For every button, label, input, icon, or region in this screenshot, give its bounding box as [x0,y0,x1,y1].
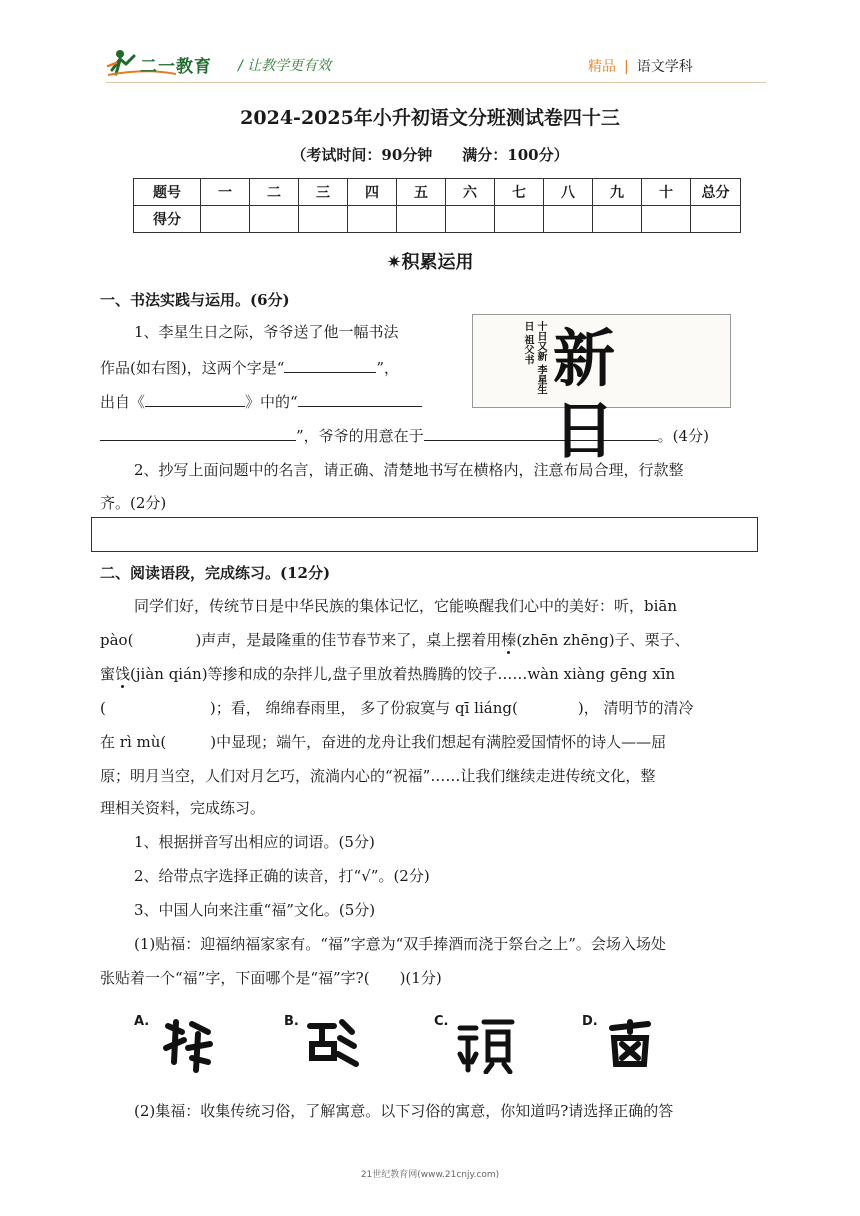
header-separator: | [624,59,629,75]
table-cell: 得分 [134,206,201,233]
score-input-cell[interactable] [642,206,691,233]
q2-text: )声声，是最隆重的佳节春节来了，桌上摆着用 [195,631,502,649]
table-cell: 五 [397,179,446,206]
option-label: B. [284,1014,299,1029]
option-label: A. [134,1014,150,1029]
ancient-fu-glyph-a [158,1014,218,1074]
table-cell: 三 [299,179,348,206]
q1-text: 作品(如右图)，这两个字是“ [100,359,285,377]
dotted-char: 榛 [501,631,517,649]
logo-text: 二一教育 [140,57,212,77]
dotted-char: 饯 [115,665,131,683]
q1-text: ”，爷爷的用意在于 [296,427,424,445]
score-input-cell[interactable] [299,206,348,233]
answer-blank[interactable] [100,426,296,441]
q2-line [100,732,666,752]
q1-text: 。(4分) [657,427,709,445]
option-a[interactable] [134,1010,149,1029]
q2-subquestion: 3、中国人向来注重“福”文化。(5分) [134,901,376,919]
q1-line: 1、李星生日之际，爷爷送了他一幅书法 [134,323,399,341]
brand-label: 精品 [588,59,616,75]
section-heading: ✷积累运用 [386,252,474,273]
option-c[interactable] [434,1010,448,1029]
table-cell: 八 [544,179,593,206]
q2-text: 在 rì mù( [100,733,167,751]
q2-line [100,664,675,684]
table-cell: 九 [593,179,642,206]
q1-line [100,392,422,412]
ancient-fu-glyph-b [304,1014,364,1074]
calligraphy-characters: 新 日 [553,322,650,467]
option-label: C. [434,1014,449,1029]
table-cell: 十 [642,179,691,206]
q2-line: 原；明月当空，人们对月乞巧，流淌内心的“祝福”……让我们继续走进传统文化，整 [100,767,656,785]
score-input-cell[interactable] [593,206,642,233]
writing-box[interactable] [91,517,758,552]
q2-subquestion: (2)集福：收集传统习俗，了解寓意。以下习俗的寓意，你知道吗?请选择正确的答 [134,1102,674,1120]
answer-blank[interactable] [284,358,376,373]
score-input-cell[interactable] [691,206,741,233]
header-right [588,56,693,76]
q2-line: 同学们好，传统节日是中华民族的集体记忆，它能唤醒我们心中的美好：听，biān [134,597,678,615]
q2-text: )中显现；端午，奋进的龙舟让我们想起有满腔爱国情怀的诗人——屈 [210,733,667,751]
q1-text: 》中的“ [245,393,298,411]
page-title: 2024-2025年小升初语文分班测试卷四十三 [240,107,620,129]
answer-blank[interactable] [298,392,422,407]
ancient-fu-glyph-c [456,1014,516,1074]
option-b[interactable] [284,1010,299,1029]
q2-text: pào( [100,631,134,649]
q1-text: 出自《 [100,393,146,411]
q1-heading: 一、书法实践与运用。(6分) [100,291,290,309]
ancient-fu-glyph-d [602,1014,662,1074]
header-divider [106,82,766,83]
q2-text: 蜜 [100,665,116,683]
score-input-cell[interactable] [544,206,593,233]
q2-line [100,630,690,650]
score-input-cell[interactable] [495,206,544,233]
exam-info: （考试时间：90分钟 满分：100分） [291,146,569,164]
score-input-cell[interactable] [201,206,250,233]
option-d[interactable] [582,1010,598,1029]
q2-text: (zhēn zhēng)子、栗子、 [516,631,690,649]
q1-text: ”， [376,359,400,377]
table-cell: 题号 [134,179,201,206]
q2-text: ( [100,699,106,717]
table-cell: 二 [250,179,299,206]
table-cell: 一 [201,179,250,206]
q2-heading: 二、阅读语段，完成练习。(12分) [100,564,331,582]
q2-subquestion: 1、根据拼音写出相应的词语。(5分) [134,833,375,851]
footer-source: 21世纪教育网(www.21cnjy.com) [360,1170,500,1180]
option-label: D. [582,1014,598,1029]
score-input-cell[interactable] [348,206,397,233]
q2-subquestion: (1)贴福：迎福纳福家家有。“福”字意为“双手捧酒而浇于祭台之上”。会场入场处 [134,935,666,953]
table-cell: 六 [446,179,495,206]
header-slogan: / 让教学更有效 [238,58,332,74]
table-cell: 总分 [691,179,741,206]
q2-line [100,698,693,718]
q1-sub2-line: 齐。(2分) [100,494,167,512]
calligraphy-inscription: 十日又新 李星生日 祖父书 [522,321,546,395]
answer-blank[interactable] [145,392,245,407]
score-table [133,178,741,233]
table-cell: 四 [348,179,397,206]
score-input-cell[interactable] [250,206,299,233]
q2-subquestion: 2、给带点字选择正确的读音，打“√”。(2分) [134,867,430,885]
score-input-cell[interactable] [446,206,495,233]
subject-label: 语文学科 [636,59,693,75]
score-table-header-row [134,179,741,206]
q1-sub2-line: 2、抄写上面问题中的名言，请正确、清楚地书写在横格内，注意布局合理，行款整 [134,461,684,479]
q2-text: (jiàn qián)等掺和成的杂拌儿,盘子里放着热腾腾的饺子……wàn xiàng gēng xīn [130,665,676,683]
score-input-cell[interactable] [397,206,446,233]
q1-line [100,358,399,378]
q2-text: )， 清明节的清冷 [577,699,694,717]
q2-line: 理相关资料，完成练习。 [100,799,266,817]
table-cell: 七 [495,179,544,206]
q2-subquestion: 张贴着一个“福”字，下面哪个是“福”字?( )(1分) [100,969,442,987]
q2-text: )；看， 绵绵春雨里， 多了份寂寞与 qī liáng( [209,699,518,717]
score-table-score-row [134,206,741,233]
